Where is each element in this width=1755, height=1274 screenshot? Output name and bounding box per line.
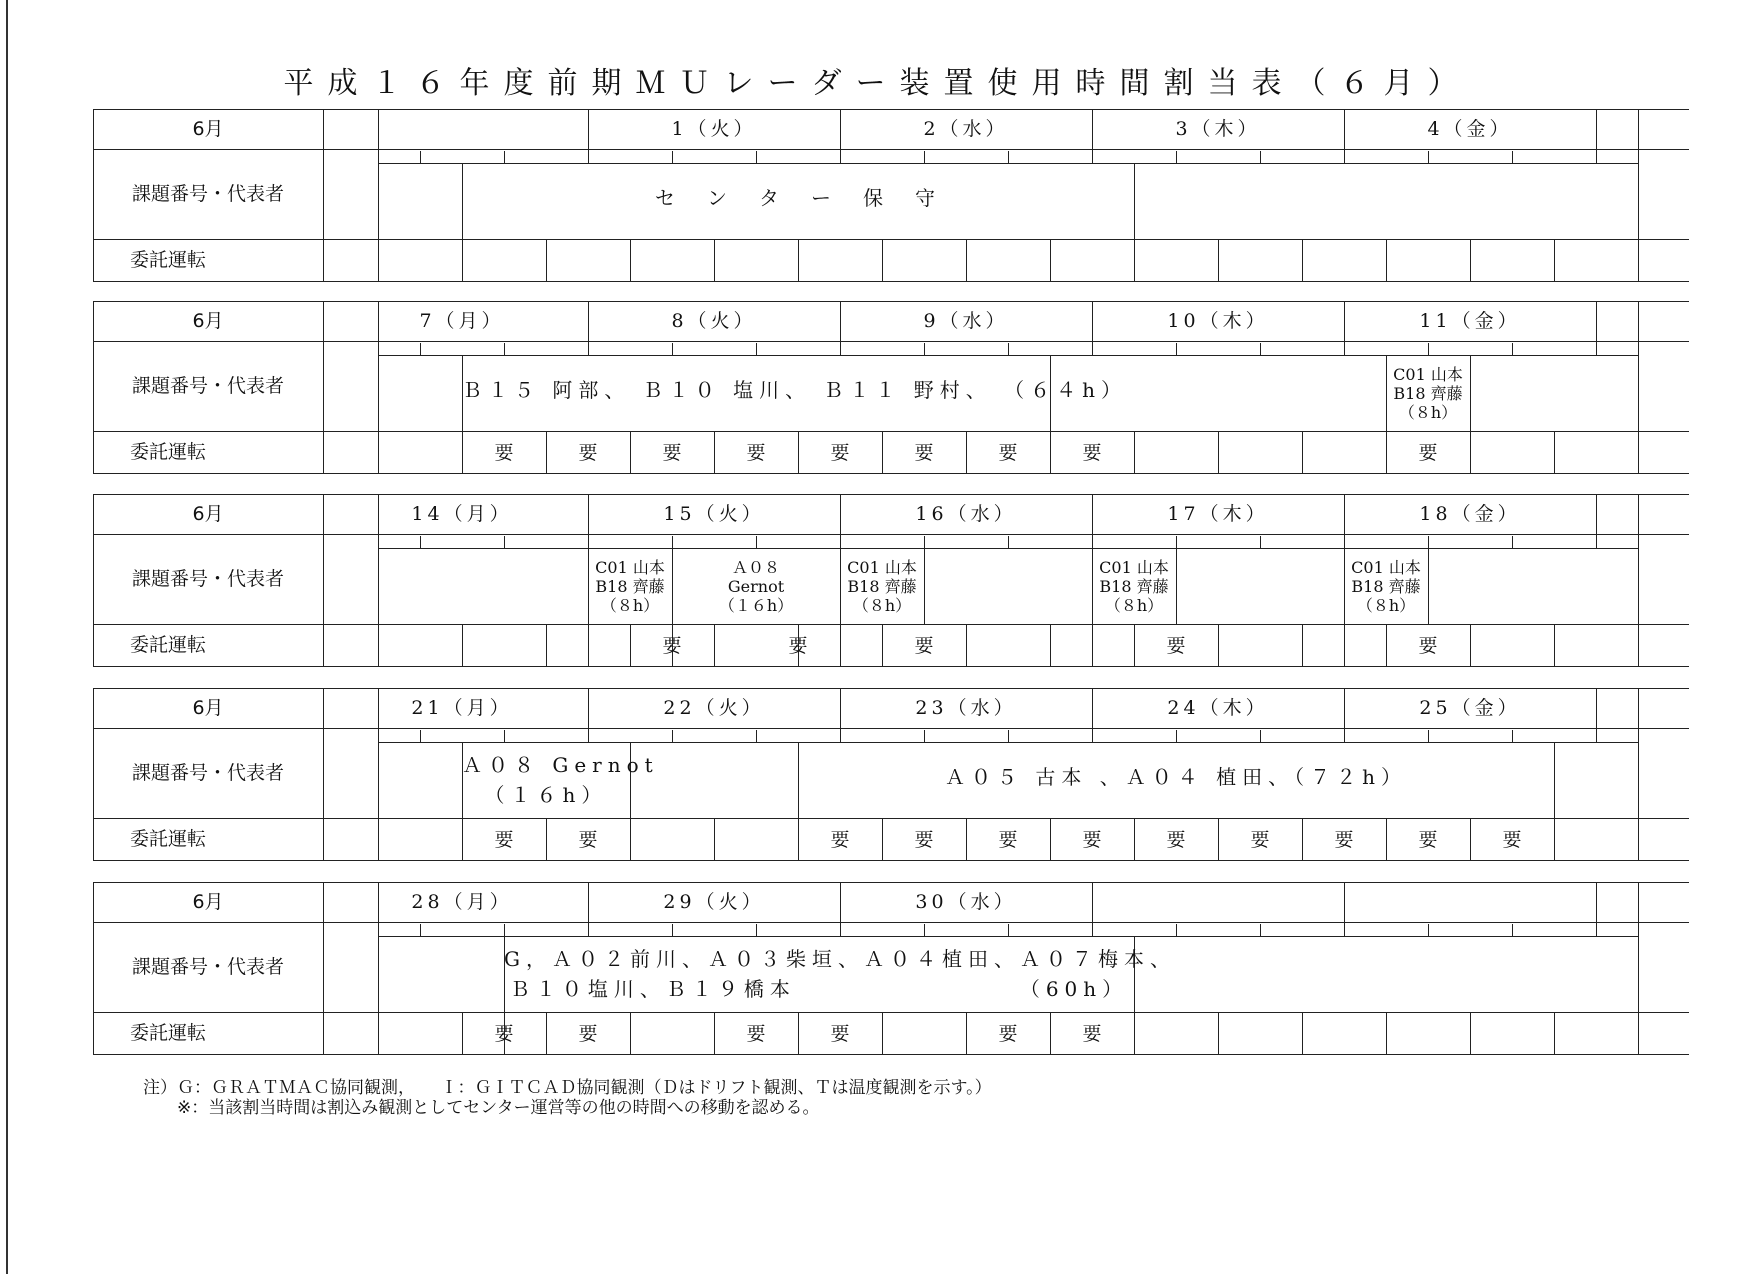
time-tick [672, 536, 673, 548]
project-label: 課題番号・代表者 [131, 762, 284, 784]
slot-line [1638, 431, 1639, 473]
slot-line [630, 1012, 631, 1054]
slot-line [1302, 431, 1303, 473]
day-separator [1596, 301, 1597, 355]
required-mark: 要 [830, 442, 850, 464]
time-tick [1260, 924, 1261, 936]
row-line [93, 301, 1689, 302]
slot-line [798, 239, 799, 281]
day-header: 28（月） [411, 891, 513, 913]
month-label: 6月 [192, 503, 224, 525]
slot-line [1302, 239, 1303, 281]
slot-line [378, 1012, 379, 1054]
slot-line [1218, 431, 1219, 473]
day-separator [1596, 109, 1597, 163]
project-border [1428, 548, 1429, 624]
time-tick [1176, 343, 1177, 355]
required-mark: 要 [494, 829, 514, 851]
required-mark: 要 [998, 442, 1018, 464]
required-mark: 要 [914, 442, 934, 464]
project-line: C01 山本 [1351, 557, 1421, 577]
tick-row-line [378, 548, 1638, 549]
slot-line [1218, 239, 1219, 281]
day-header: 4（金） [1427, 118, 1513, 140]
delegated-label: 委託運転 [129, 441, 206, 463]
day-header: 3（木） [1175, 118, 1261, 140]
time-tick [1176, 730, 1177, 742]
required-mark: 要 [494, 442, 514, 464]
slot-line [1638, 818, 1639, 860]
week-table-2 [93, 301, 1689, 475]
required-mark: 要 [746, 442, 766, 464]
day-header: 14（月） [411, 503, 513, 525]
month-label: 6月 [192, 310, 224, 332]
required-mark: 要 [578, 829, 598, 851]
column-line [323, 882, 324, 1054]
time-tick [672, 151, 673, 163]
day-header: 17（木） [1167, 503, 1269, 525]
project-line: B18 齊藤 [595, 576, 665, 596]
day-header: 25（金） [1419, 697, 1521, 719]
note-line-2: ※：当該割当時間は割込み観測としてセンター運営等の他の時間への移動を認める。 [143, 1098, 820, 1118]
month-label: 6月 [192, 118, 224, 140]
required-mark: 要 [662, 635, 682, 657]
project-line: （８h） [1104, 595, 1164, 615]
row-line [93, 341, 1689, 342]
row-line [93, 239, 1689, 240]
required-mark: 要 [746, 1023, 766, 1045]
required-mark: 要 [1082, 829, 1102, 851]
project-line: Gernot [727, 576, 785, 596]
time-tick [1512, 730, 1513, 742]
time-tick [1176, 151, 1177, 163]
slot-line [378, 624, 379, 666]
project-entry [1386, 365, 1470, 422]
project-border [462, 163, 463, 281]
day-header: 22（火） [663, 697, 765, 719]
project-entry [1344, 558, 1428, 615]
day-header: 2（水） [923, 118, 1009, 140]
time-tick [672, 730, 673, 742]
slot-line [714, 239, 715, 281]
time-tick [1512, 536, 1513, 548]
slot-line [546, 239, 547, 281]
day-header: 30（水） [915, 891, 1017, 913]
row-line [93, 728, 1689, 729]
time-tick [1512, 343, 1513, 355]
day-header: 1（火） [671, 118, 757, 140]
project-line: B18 齊藤 [1393, 383, 1463, 403]
required-mark: 要 [788, 635, 808, 657]
slot-line [1218, 1012, 1219, 1054]
time-tick [1260, 343, 1261, 355]
row-line [93, 473, 1689, 474]
time-tick [924, 924, 925, 936]
slot-line [1554, 1012, 1555, 1054]
required-mark: 要 [1502, 829, 1522, 851]
slot-line [1134, 239, 1135, 281]
project-entry [588, 558, 672, 615]
required-mark: 要 [1082, 442, 1102, 464]
project-line: C01 山本 [1393, 364, 1463, 384]
time-tick [1176, 924, 1177, 936]
project-line: Ｂ１０塩川、Ｂ１９橋本 （60h） [509, 977, 1129, 1001]
project-entry [1092, 558, 1176, 615]
required-mark: 要 [1082, 1023, 1102, 1045]
day-separator [1092, 882, 1093, 936]
column-line [323, 109, 324, 281]
time-tick [756, 343, 757, 355]
required-mark: 要 [830, 1023, 850, 1045]
slot-line [546, 624, 547, 666]
slot-line [966, 624, 967, 666]
scan-edge [6, 0, 8, 1274]
row-line [93, 534, 1689, 535]
project-border [1470, 355, 1471, 431]
time-tick [420, 343, 421, 355]
required-mark: 要 [1166, 829, 1186, 851]
time-tick [1512, 151, 1513, 163]
project-border [1554, 742, 1555, 818]
time-tick [1008, 536, 1009, 548]
row-line [93, 688, 1689, 689]
day-separator [1596, 494, 1597, 548]
day-separator [1596, 688, 1597, 742]
slot-line [1050, 624, 1051, 666]
project-line: Ａ０８ Gernot [462, 753, 659, 777]
slot-line [1638, 239, 1639, 281]
row-line [93, 818, 1689, 819]
time-tick [504, 924, 505, 936]
required-mark: 要 [662, 442, 682, 464]
row-line [93, 860, 1689, 861]
slot-line [1554, 239, 1555, 281]
required-mark: 要 [1418, 635, 1438, 657]
slot-line [1302, 1012, 1303, 1054]
project-line: （８h） [1398, 402, 1458, 422]
slot-line [630, 239, 631, 281]
required-mark: 要 [998, 1023, 1018, 1045]
project-border [1134, 163, 1135, 239]
slot-line [1638, 624, 1639, 666]
time-tick [672, 924, 673, 936]
slot-line [966, 239, 967, 281]
project-entry: セ ン タ ー 保 守 [655, 186, 941, 210]
day-header: 15（火） [663, 503, 765, 525]
project-line: （１６h） [718, 595, 794, 615]
project-line: （８h） [852, 595, 912, 615]
project-border [1176, 548, 1177, 624]
time-tick [1512, 924, 1513, 936]
row-line [93, 431, 1689, 432]
time-tick [1428, 536, 1429, 548]
project-entry [504, 944, 1176, 1004]
slot-line [1638, 1012, 1639, 1054]
time-tick [924, 343, 925, 355]
time-tick [924, 536, 925, 548]
required-mark: 要 [578, 442, 598, 464]
slot-line [1470, 624, 1471, 666]
day-separator [1596, 882, 1597, 936]
day-header: 7（月） [419, 310, 505, 332]
time-tick [420, 924, 421, 936]
time-tick [756, 730, 757, 742]
time-tick [924, 151, 925, 163]
slot-line [378, 239, 379, 281]
time-tick [1428, 343, 1429, 355]
delegated-label: 委託運転 [129, 828, 206, 850]
project-entry: Ａ０５ 古本 、Ａ０４ 植田、（７２h） [945, 765, 1407, 789]
project-line: C01 山本 [1099, 557, 1169, 577]
required-mark: 要 [830, 829, 850, 851]
time-tick [1008, 151, 1009, 163]
row-line [93, 922, 1689, 923]
day-header: 23（水） [915, 697, 1017, 719]
day-header: 24（木） [1167, 697, 1269, 719]
slot-line [1554, 431, 1555, 473]
project-line: B18 齊藤 [1351, 576, 1421, 596]
required-mark: 要 [1418, 829, 1438, 851]
required-mark: 要 [1334, 829, 1354, 851]
required-mark: 要 [1418, 442, 1438, 464]
project-label: 課題番号・代表者 [131, 568, 284, 590]
delegated-label: 委託運転 [129, 634, 206, 656]
time-tick [420, 536, 421, 548]
row-line [93, 109, 1689, 110]
required-mark: 要 [1250, 829, 1270, 851]
column-line [323, 494, 324, 666]
day-header: 8（火） [671, 310, 757, 332]
day-header: 10（木） [1167, 310, 1269, 332]
slot-line [630, 818, 631, 860]
time-tick [504, 343, 505, 355]
day-header: 9（水） [923, 310, 1009, 332]
tick-row-line [378, 355, 1638, 356]
project-label: 課題番号・代表者 [131, 956, 284, 978]
required-mark: 要 [914, 635, 934, 657]
row-line [93, 882, 1689, 883]
day-header: 16（水） [915, 503, 1017, 525]
time-tick [1008, 730, 1009, 742]
row-line [93, 494, 1689, 495]
day-separator [1344, 882, 1345, 936]
slot-line [1386, 239, 1387, 281]
column-line [323, 301, 324, 473]
week-table-1 [93, 109, 1689, 283]
month-label: 6月 [192, 891, 224, 913]
project-line: B18 齊藤 [1099, 576, 1169, 596]
column-line [323, 688, 324, 860]
project-entry [840, 558, 924, 615]
time-tick [1260, 536, 1261, 548]
slot-line [1134, 431, 1135, 473]
delegated-label: 委託運転 [129, 1022, 206, 1044]
slot-line [1386, 1012, 1387, 1054]
time-tick [756, 536, 757, 548]
slot-line [714, 624, 715, 666]
slot-line [1134, 1012, 1135, 1054]
slot-line [882, 239, 883, 281]
row-line [93, 149, 1689, 150]
slot-line [378, 431, 379, 473]
time-tick [1428, 151, 1429, 163]
required-mark: 要 [1166, 635, 1186, 657]
row-line [93, 281, 1689, 282]
note-line-1: 注）Ｇ：ＧＲＡＴＭＡＣ協同観測， Ｉ：ＧＩＴＣＡＤ協同観測（Ｄはドリフト観測、Ｔは温度観測を示す。） [143, 1078, 992, 1098]
slot-line [378, 818, 379, 860]
row-line [93, 624, 1689, 625]
project-label: 課題番号・代表者 [131, 183, 284, 205]
tick-row-line [378, 936, 1638, 937]
time-tick [1176, 536, 1177, 548]
time-tick [756, 924, 757, 936]
slot-line [882, 1012, 883, 1054]
slot-line [1218, 624, 1219, 666]
project-line: （８h） [1356, 595, 1416, 615]
slot-line [1302, 624, 1303, 666]
project-line: G，Ａ０２前川、Ａ０３柴垣、Ａ０４植田、Ａ０７梅本、 [504, 947, 1176, 971]
notes [143, 1078, 992, 1118]
tick-row-line [378, 742, 1638, 743]
row-line [93, 666, 1689, 667]
slot-line [1554, 624, 1555, 666]
time-tick [420, 151, 421, 163]
week-table-3 [93, 494, 1689, 668]
project-line: （１６h） [484, 783, 608, 807]
slot-line [1470, 1012, 1471, 1054]
day-header: 29（火） [663, 891, 765, 913]
time-tick [504, 536, 505, 548]
required-mark: 要 [578, 1023, 598, 1045]
required-mark: 要 [914, 829, 934, 851]
project-line: C01 山本 [847, 557, 917, 577]
slot-line [1470, 431, 1471, 473]
delegated-label: 委託運転 [129, 249, 206, 271]
time-tick [924, 730, 925, 742]
project-border [924, 548, 925, 624]
tick-row-line [378, 163, 1638, 164]
time-tick [1008, 924, 1009, 936]
project-line: C01 山本 [595, 557, 665, 577]
time-tick [1428, 924, 1429, 936]
project-line: Ａ０８ [731, 557, 780, 577]
slot-line [1470, 239, 1471, 281]
required-mark: 要 [494, 1023, 514, 1045]
slot-line [1554, 818, 1555, 860]
time-tick [1260, 151, 1261, 163]
day-header: 11（金） [1419, 310, 1521, 332]
time-tick [1428, 730, 1429, 742]
day-header: 21（月） [411, 697, 513, 719]
project-entry: Ｂ１５ 阿部、 Ｂ１０ 塩川、 Ｂ１１ 野村、 （６４h） [462, 378, 1128, 402]
week-table-4 [93, 688, 1689, 862]
project-entry [462, 750, 659, 810]
time-tick [1008, 343, 1009, 355]
week-table-5 [93, 882, 1689, 1056]
project-entry [672, 558, 840, 615]
slot-line [714, 818, 715, 860]
required-mark: 要 [998, 829, 1018, 851]
month-label: 6月 [192, 697, 224, 719]
project-label: 課題番号・代表者 [131, 375, 284, 397]
time-tick [756, 151, 757, 163]
row-line [93, 1012, 1689, 1013]
project-line: （８h） [600, 595, 660, 615]
row-line [93, 1054, 1689, 1055]
day-header: 18（金） [1419, 503, 1521, 525]
slot-line [1050, 239, 1051, 281]
time-tick [504, 151, 505, 163]
time-tick [1260, 730, 1261, 742]
slot-line [462, 624, 463, 666]
time-tick [420, 730, 421, 742]
time-tick [672, 343, 673, 355]
project-line: B18 齊藤 [847, 576, 917, 596]
time-tick [504, 730, 505, 742]
page-title: 平成１６年度前期ＭＵレーダー装置使用時間割当表（６月） [283, 66, 1472, 101]
